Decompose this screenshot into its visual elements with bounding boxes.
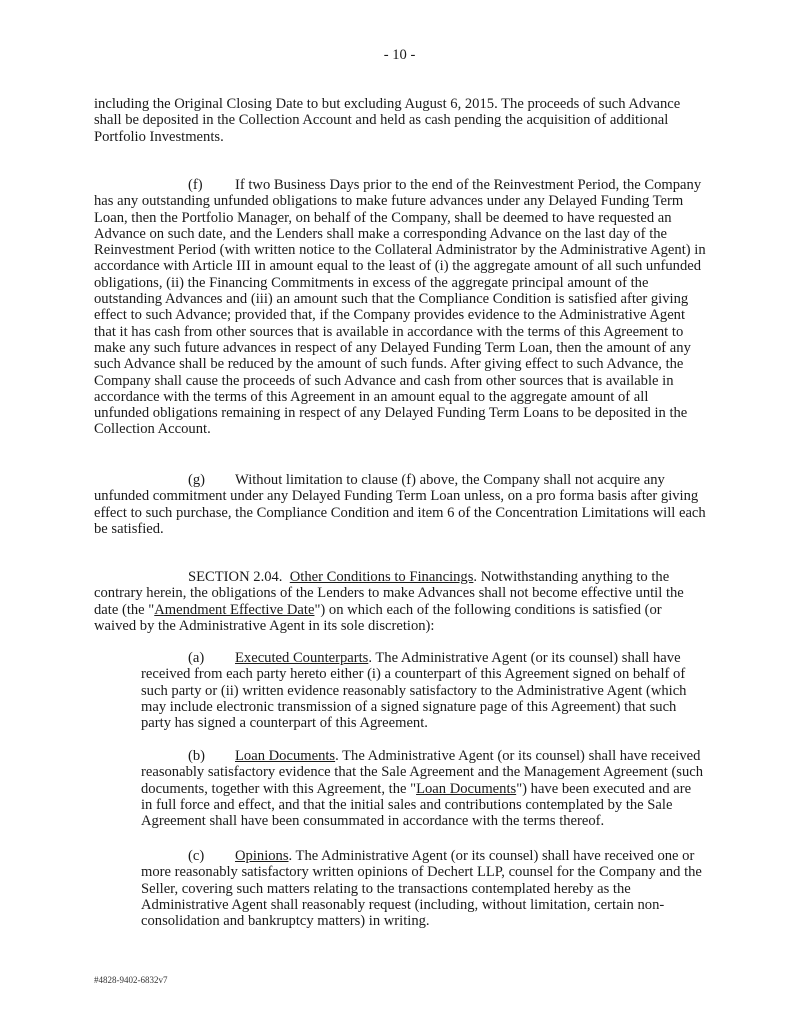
clause-f-paragraph bbox=[94, 177, 706, 438]
section-2-04-text-1: . Notwithstanding anything to the contrary herein, the obligations of the Lenders to make Advances shall not become effective until the date (the " bbox=[94, 569, 684, 618]
clause-f-text: If two Business Days prior to the end of the Reinvestment Period, the Company has any outstanding unfunded obligations to make future advances under any Delayed Funding Term Loan, then the Portfolio Manager, on behalf of the Company, shall be deemed to have requested an Advance on such date, and the Lenders shall make a corresponding Advance on the last day of the Reinvestment Period (with written notice to the Collateral Administrator by the Administrative Agent) in accordance with Article III in amount equal to the least of (i) the aggregate amount of all such unfunded obligations, (ii) the Financing Commitments in excess of the aggregate principal amount of the outstanding Advances and (iii) an amount such that the Compliance Condition is satisfied after giving effect to such Advance; provided that, if the Company provides evidence to the Administrative Agent that it has cash from other sources that is available in accordance with the terms of this Agreement to make any such future advances in respect of any Delayed Funding Term Loan, then the amount of any such Advance shall be reduced by the amount of such funds. After giving effect to such Advance, the Company shall cause the proceeds of such Advance and cash from other sources that is available in accordance with the terms of this Agreement in an amount equal to the aggregate amount of all unfunded obligations remaining in respect of any Delayed Funding Term Loans to be deposited in the Collection Account. bbox=[94, 177, 706, 438]
condition-b-label: (b) bbox=[188, 748, 206, 764]
condition-b-heading: Loan Documents bbox=[235, 748, 336, 764]
condition-a-heading: Executed Counterparts bbox=[235, 650, 369, 666]
section-2-04-paragraph bbox=[94, 569, 706, 634]
clause-f-label: (f) bbox=[188, 177, 203, 193]
amendment-effective-date-term: Amendment Effective Date bbox=[154, 601, 315, 618]
condition-c-paragraph bbox=[141, 848, 706, 929]
loan-documents-term: Loan Documents bbox=[416, 780, 517, 797]
condition-b-text-2: ") have been executed and are in full force and effect, and that the initial sales and contributions contemplated by the Sale Agreement shall have been consummated in accordance with the terms thereof. bbox=[141, 780, 692, 830]
condition-b-paragraph bbox=[141, 748, 706, 829]
section-2-04-heading: Other Conditions to Financings bbox=[289, 569, 474, 585]
condition-a-text: . The Administrative Agent (or its counsel) shall have received from each party hereto either (i) a counterpart of this Agreement signed on behalf of such party or (ii) written evidence reasonably satisfactory to the Administrative Agent (which may include electronic transmission of a signed signature page of this Agreement) that such party has signed a counterpart of this Agreement. bbox=[141, 650, 687, 732]
condition-c-heading: Opinions bbox=[235, 848, 289, 864]
condition-c-label: (c) bbox=[188, 848, 205, 864]
section-2-04-text-2: ") on which each of the following conditions is satisfied (or waived by the Administrative Agent in its sole discretion): bbox=[94, 601, 662, 634]
clause-g-text: Without limitation to clause (f) above, the Company shall not acquire any unfunded commitment under any Delayed Funding Term Loan unless, on a pro forma basis after giving effect to such purchase, the Compliance Condition and item 6 of the Concentration Limitations will each be satisfied. bbox=[94, 472, 706, 537]
page-number: - 10 - bbox=[383, 47, 416, 63]
document-id: #4828-9402-6832v7 bbox=[94, 975, 168, 985]
condition-a-paragraph bbox=[141, 650, 706, 731]
continuation-text: including the Original Closing Date to but excluding August 6, 2015. The proceeds of such Advance shall be deposited in the Collection Account and held as cash pending the acquisition of additional Portfolio Investments. bbox=[94, 96, 681, 145]
condition-b-text-1: . The Administrative Agent (or its counsel) shall have received reasonably satisfactory evidence that the Sale Agreement and the Management Agreement (such documents, together with this Agreement, the " bbox=[141, 748, 704, 797]
condition-a-label: (a) bbox=[188, 650, 205, 666]
condition-c-text: . The Administrative Agent (or its counsel) shall have received one or more reasonably satisfactory written opinions of Dechert LLP, counsel for the Company and the Seller, covering such matters relating to the transactions contemplated hereby as the Administrative Agent shall reasonably request (including, without limitation, certain non-consolidation and bankruptcy matters) in writing. bbox=[141, 848, 702, 930]
clause-g-paragraph bbox=[94, 472, 706, 537]
section-2-04-number: SECTION 2.04. bbox=[188, 569, 283, 585]
continuation-paragraph bbox=[94, 96, 706, 145]
clause-g-label: (g) bbox=[188, 472, 206, 488]
